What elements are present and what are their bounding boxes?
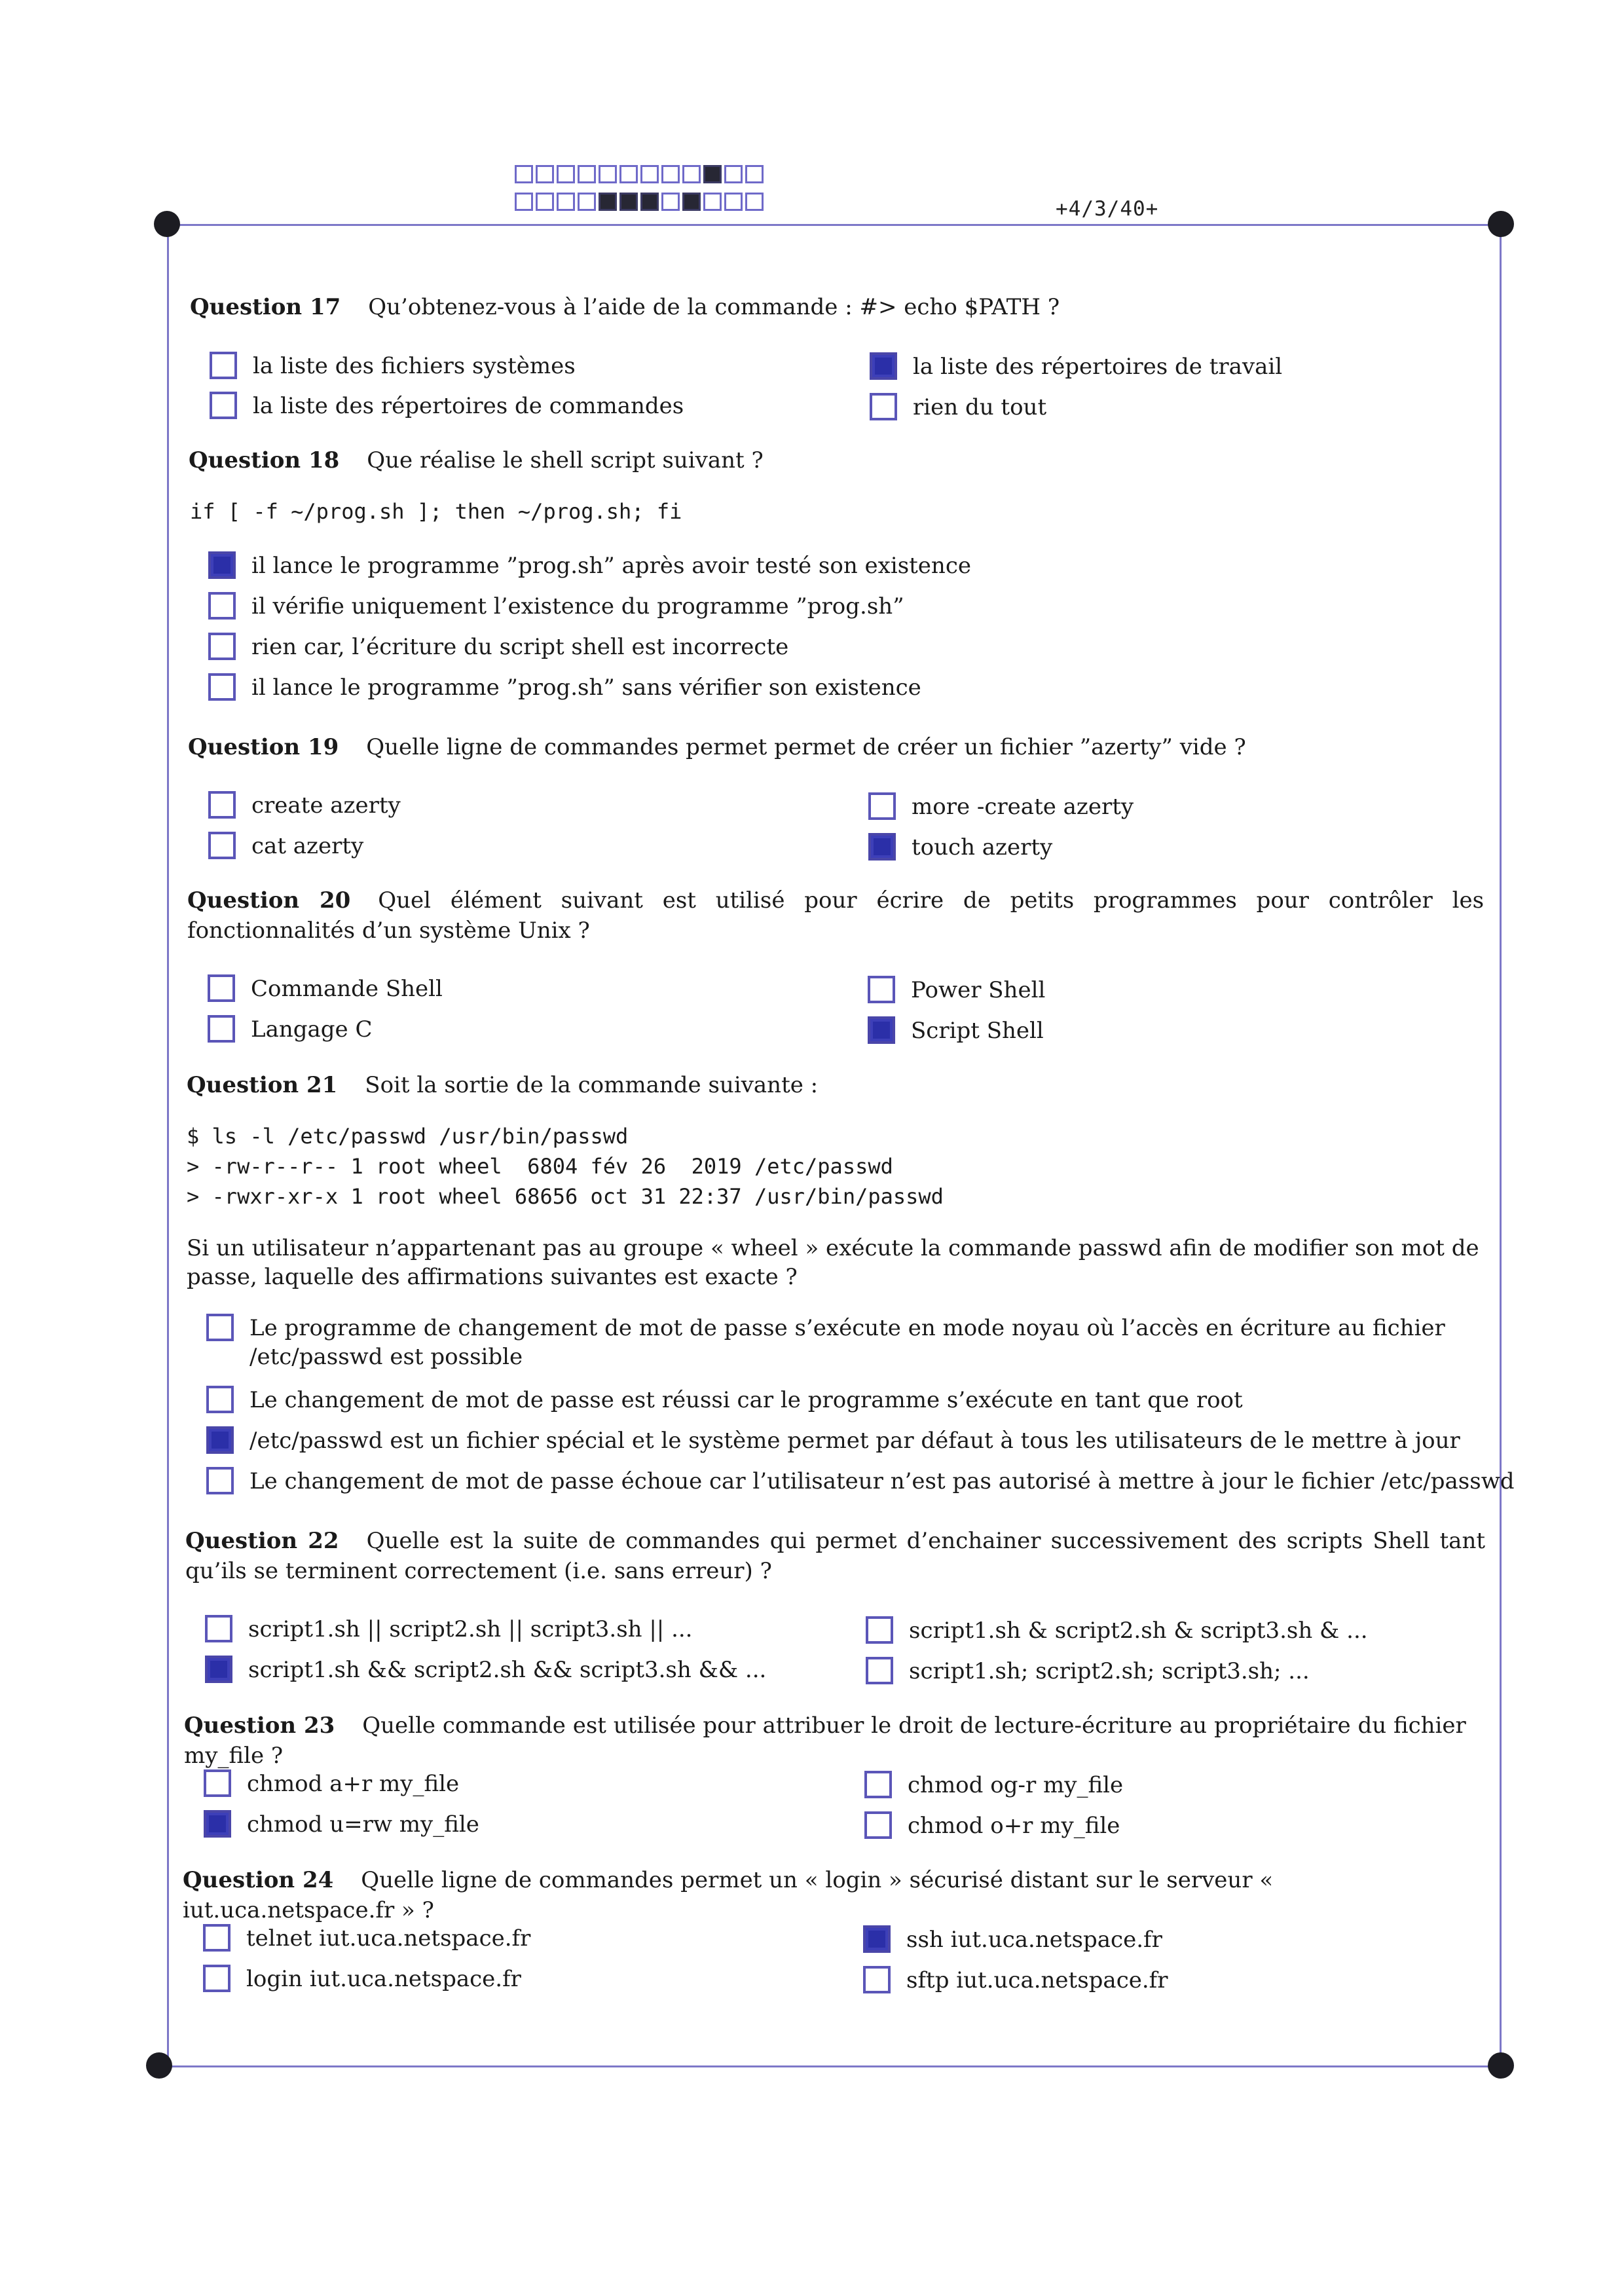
question-23	[184, 1711, 1484, 1771]
code-grid-cell	[536, 165, 554, 183]
code-grid-cell	[557, 165, 575, 183]
answer-label: login iut.uca.netspace.fr	[246, 1966, 521, 1992]
answer-option[interactable]	[866, 1616, 1368, 1645]
answer-option[interactable]	[870, 352, 1282, 381]
question-text: Que réalise le shell script suivant ?	[367, 447, 764, 473]
code-grid-cell	[745, 193, 764, 211]
answer-label: script1.sh; script2.sh; script3.sh; ...	[909, 1658, 1310, 1684]
question-number: Question 24	[183, 1867, 334, 1893]
answer-option[interactable]	[870, 393, 1046, 422]
checkbox-checked[interactable]	[868, 833, 896, 861]
frame-left-line	[167, 224, 169, 2065]
checkbox[interactable]	[868, 792, 896, 820]
code-grid-cell	[682, 193, 701, 211]
answer-label: chmod a+r my_file	[247, 1771, 460, 1797]
question-22	[185, 1526, 1485, 1586]
answer-label: telnet iut.uca.netspace.fr	[246, 1925, 531, 1952]
question-text: Quelle ligne de commandes permet permet de créer un fichier ”azerty” vide ?	[366, 734, 1246, 760]
code-grid-cell	[536, 193, 554, 211]
command-output-line: > -rwxr-xr-x 1 root wheel 68656 oct 31 22:37 /usr/bin/passwd	[187, 1184, 944, 1209]
answer-option[interactable]	[863, 1925, 1162, 1954]
answer-option[interactable]	[868, 833, 1052, 862]
code-grid-cell	[640, 193, 659, 211]
answer-label: cat azerty	[251, 833, 364, 859]
code-grid-cell	[515, 193, 533, 211]
checkbox[interactable]	[206, 1314, 234, 1341]
answer-option[interactable]	[208, 1015, 373, 1044]
answer-option[interactable]	[864, 1811, 1120, 1840]
question-text: Soit la sortie de la commande suivante :	[365, 1072, 819, 1098]
question-20	[187, 885, 1484, 946]
answer-option[interactable]	[206, 1467, 1515, 1496]
code-grid-cell	[745, 165, 764, 183]
answer-option[interactable]	[206, 1314, 1483, 1371]
answer-option[interactable]	[204, 1810, 479, 1839]
answer-label: chmod o+r my_file	[908, 1813, 1120, 1839]
checkbox[interactable]	[208, 673, 236, 701]
answer-label: chmod u=rw my_file	[247, 1811, 479, 1838]
checkbox[interactable]	[866, 1657, 893, 1684]
question-context-paragraph: Si un utilisateur n’appartenant pas au groupe « wheel » exécute la commande passwd afin de modifier son mot de passe, laquelle des affirmations suivantes est exacte ?	[187, 1235, 1479, 1290]
answer-label: Commande Shell	[251, 976, 443, 1002]
answer-option[interactable]	[208, 551, 971, 580]
page-code-grid-row-2	[515, 193, 766, 211]
answer-option[interactable]	[208, 832, 363, 861]
answer-label: Le changement de mot de passe échoue car l’utilisateur n’est pas autorisé à mettre à jour le fichier /etc/passwd	[249, 1468, 1515, 1494]
code-grid-cell	[599, 193, 617, 211]
checkbox[interactable]	[208, 592, 236, 620]
checkbox[interactable]	[205, 1615, 232, 1642]
answer-option[interactable]	[864, 1771, 1123, 1800]
code-grid-cell	[578, 193, 596, 211]
answer-label: il lance le programme ”prog.sh” après avoir testé son existence	[251, 553, 971, 579]
checkbox[interactable]	[866, 1616, 893, 1644]
answer-label: Script Shell	[911, 1018, 1044, 1044]
answer-label: sftp iut.uca.netspace.fr	[906, 1967, 1168, 1993]
code-grid-cell	[619, 165, 638, 183]
code-grid-cell	[515, 165, 533, 183]
answer-option[interactable]	[204, 1769, 459, 1798]
answer-label: Langage C	[251, 1016, 373, 1043]
answer-option[interactable]	[210, 352, 576, 380]
checkbox[interactable]	[868, 976, 895, 1003]
checkbox[interactable]	[210, 352, 237, 379]
answer-option[interactable]	[866, 1657, 1310, 1686]
checkbox-checked[interactable]	[206, 1426, 234, 1454]
code-grid-cell	[661, 193, 680, 211]
code-grid-cell	[703, 165, 722, 183]
frame-right-line	[1500, 224, 1502, 2065]
checkbox[interactable]	[203, 1924, 231, 1952]
answer-option[interactable]	[868, 976, 1045, 1005]
code-grid-cell	[724, 165, 743, 183]
checkbox-checked[interactable]	[863, 1925, 891, 1953]
answer-label: script1.sh & script2.sh & script3.sh & ...	[909, 1618, 1368, 1644]
question-text: Qu’obtenez-vous à l’aide de la commande : #> echo $PATH ?	[368, 294, 1060, 320]
answer-label: il lance le programme ”prog.sh” sans vérifier son existence	[251, 675, 921, 701]
code-grid-cell	[724, 193, 743, 211]
checkbox[interactable]	[864, 1811, 892, 1839]
code-grid-cell	[619, 193, 638, 211]
code-grid-cell	[599, 165, 617, 183]
question-number: Question 18	[189, 447, 340, 473]
answer-label: touch azerty	[912, 834, 1053, 861]
checkbox[interactable]	[208, 791, 236, 819]
question-text: Quelle ligne de commandes permet un « login » sécurisé distant sur le serveur « iut.uca.netspace.fr » ?	[183, 1867, 1274, 1923]
question-24	[183, 1865, 1483, 1925]
question-21	[187, 1070, 1483, 1100]
checkbox[interactable]	[210, 392, 237, 419]
question-number: Question 22	[185, 1528, 339, 1554]
frame-bottom-line	[159, 2065, 1502, 2067]
question-17	[190, 292, 1486, 322]
code-grid-cell	[661, 165, 680, 183]
checkbox-checked[interactable]	[868, 1016, 895, 1044]
question-number: Question 20	[187, 887, 351, 914]
answer-label: /etc/passwd est un fichier spécial et le système permet par défaut à tous les utilisateurs de le mettre à jour	[249, 1428, 1460, 1454]
checkbox-checked[interactable]	[208, 551, 236, 579]
corner-marker-top-left	[154, 211, 180, 237]
answer-label: rien du tout	[913, 394, 1047, 420]
answer-label: chmod og-r my_file	[908, 1772, 1124, 1798]
answer-label: la liste des répertoires de travail	[913, 354, 1283, 380]
checkbox[interactable]	[863, 1966, 891, 1993]
answer-label: rien car, l’écriture du script shell est incorrecte	[251, 634, 789, 660]
answer-option[interactable]	[208, 592, 904, 621]
question-number: Question 17	[190, 294, 341, 320]
page-identifier: +4/3/40+	[1056, 197, 1159, 221]
answer-option[interactable]	[206, 1426, 1460, 1455]
checkbox-checked[interactable]	[205, 1656, 232, 1683]
answer-option[interactable]	[868, 792, 1134, 821]
checkbox[interactable]	[203, 1965, 231, 1992]
command-output-line: > -rw-r--r-- 1 root wheel 6804 fév 26 2019 /etc/passwd	[187, 1154, 893, 1179]
answer-option[interactable]	[205, 1656, 766, 1684]
checkbox[interactable]	[208, 832, 236, 859]
corner-marker-top-right	[1488, 211, 1514, 237]
answer-label: more -create azerty	[912, 794, 1134, 820]
answer-option[interactable]	[203, 1965, 521, 1993]
frame-top-line	[167, 224, 1502, 226]
code-grid-cell	[557, 193, 575, 211]
answer-option[interactable]	[210, 392, 684, 420]
code-grid-cell	[578, 165, 596, 183]
checkbox[interactable]	[204, 1769, 231, 1797]
answer-label: il vérifie uniquement l’existence du programme ”prog.sh”	[251, 593, 904, 620]
question-number: Question 23	[184, 1713, 335, 1739]
question-text: Quel élément suivant est utilisé pour écrire de petits programmes pour contrôler les fonctionnalités d’un système Unix ?	[187, 887, 1485, 944]
answer-option[interactable]	[208, 633, 788, 661]
answer-label: script1.sh && script2.sh && script3.sh && ...	[248, 1657, 767, 1683]
corner-marker-bottom-right	[1488, 2052, 1514, 2079]
checkbox-checked[interactable]	[870, 352, 897, 380]
answer-label: la liste des fichiers systèmes	[253, 353, 576, 379]
answer-option[interactable]	[203, 1924, 530, 1953]
checkbox[interactable]	[206, 1467, 234, 1494]
question-18	[189, 445, 1485, 475]
checkbox[interactable]	[870, 393, 897, 420]
answer-label: script1.sh || script2.sh || script3.sh || ...	[248, 1616, 693, 1642]
page-code-grid-row-1	[515, 165, 766, 183]
answer-label: Power Shell	[911, 977, 1046, 1003]
answer-option[interactable]	[205, 1615, 693, 1644]
question-number: Question 21	[187, 1072, 338, 1098]
answer-option[interactable]	[208, 791, 401, 820]
answer-label: Le programme de changement de mot de passe s’exécute en mode noyau où l’accès en écriture au fichier /etc/passwd est possible	[249, 1315, 1445, 1370]
checkbox[interactable]	[208, 633, 236, 660]
answer-option[interactable]	[863, 1966, 1168, 1995]
checkbox[interactable]	[206, 1386, 234, 1413]
question-19	[188, 732, 1485, 762]
checkbox[interactable]	[864, 1771, 892, 1798]
question-text: Quelle commande est utilisée pour attribuer le droit de lecture-écriture au propriétaire du fichier my_file ?	[184, 1713, 1466, 1769]
answer-label: create azerty	[251, 792, 401, 819]
checkbox[interactable]	[208, 974, 235, 1002]
command-output-line: $ ls -l /etc/passwd /usr/bin/passwd	[187, 1124, 629, 1149]
checkbox-checked[interactable]	[204, 1810, 231, 1838]
answer-label: Le changement de mot de passe est réussi car le programme s’exécute en tant que root	[249, 1387, 1243, 1413]
answer-label: la liste des répertoires de commandes	[253, 393, 684, 419]
question-number: Question 19	[188, 734, 339, 760]
corner-marker-bottom-left	[146, 2052, 172, 2079]
code-grid-cell	[703, 193, 722, 211]
checkbox[interactable]	[208, 1015, 235, 1043]
code-grid-cell	[682, 165, 701, 183]
answer-option[interactable]	[208, 673, 921, 702]
answer-option[interactable]	[208, 974, 443, 1003]
code-grid-cell	[640, 165, 659, 183]
answer-option[interactable]	[868, 1016, 1044, 1045]
answer-label: ssh iut.uca.netspace.fr	[906, 1927, 1162, 1953]
answer-option[interactable]	[206, 1386, 1243, 1415]
question-text: Quelle est la suite de commandes qui permet d’enchainer successivement des scripts Shell tant qu’ils se terminent correctement (i.e. sans erreur) ?	[185, 1528, 1485, 1584]
code-snippet: if [ -f ~/prog.sh ]; then ~/prog.sh; fi	[190, 499, 682, 524]
